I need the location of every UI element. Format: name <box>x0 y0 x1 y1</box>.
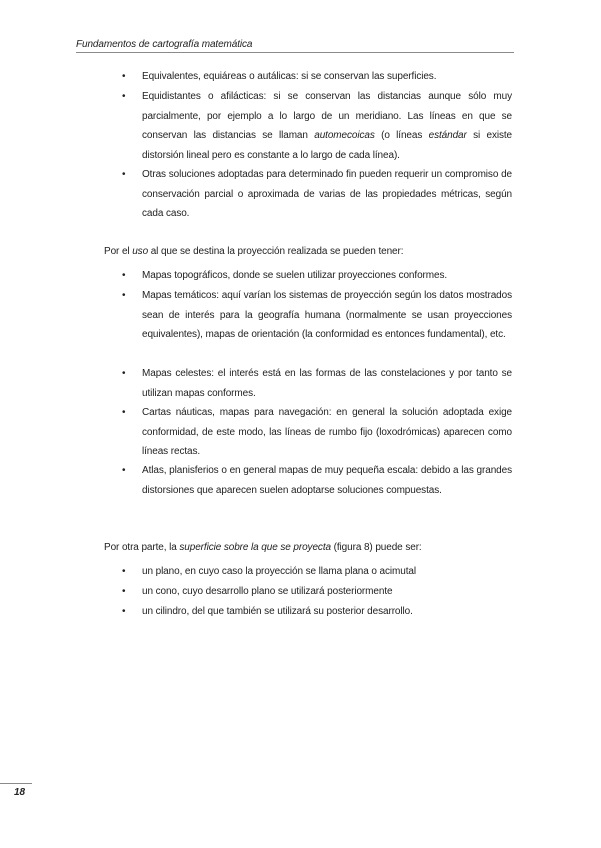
bullet-icon: • <box>122 465 126 476</box>
paragraph-uso <box>104 242 514 262</box>
list-item-text: Mapas topográficos, donde se suelen utilizar proyecciones conformes. <box>142 270 448 281</box>
list-item <box>122 582 512 602</box>
emphasis-superficie: superficie sobre la que se proyecta <box>179 542 331 553</box>
list-item <box>122 364 512 403</box>
bullet-icon: • <box>122 606 126 617</box>
bullet-icon: • <box>122 407 126 418</box>
emphasis-automecoicas: automecoicas <box>314 130 375 141</box>
bullet-icon: • <box>122 368 126 379</box>
list-item-text: Equivalentes, equiáreas o autálicas: si se conservan las superficies. <box>142 71 437 82</box>
running-header: Fundamentos de cartografía matemática <box>76 39 514 53</box>
paragraph-text: Por otra parte, la <box>104 542 180 553</box>
list-item-text: Mapas celestes: el interés está en las formas de las constelaciones y por tanto se utilizan mapas conformes. <box>142 368 512 399</box>
paragraph-text: (figura 8) puede ser: <box>330 542 422 553</box>
bullet-icon: • <box>122 169 126 180</box>
list-item-text: Equidistantes o afilácticas: si se conservan las distancias aunque sólo muy parcialmente, por ejemplo a lo largo de un meridiano. Las líneas en que se conservan las distancias se llaman <box>142 91 512 141</box>
list-item <box>122 87 513 165</box>
list-item <box>122 266 512 286</box>
bullet-icon: • <box>122 586 126 597</box>
bullet-icon: • <box>122 270 126 281</box>
bullet-icon: • <box>122 91 126 102</box>
list-item <box>122 562 512 582</box>
list-item-text: si existe distorsión lineal pero es constante a lo largo de cada línea). <box>142 130 513 161</box>
paragraph-text: al que se destina la proyección realizada se pueden tener: <box>148 246 404 257</box>
emphasis-uso: uso <box>132 246 149 257</box>
paragraph-superficie <box>104 538 514 558</box>
list-item <box>122 286 512 345</box>
page-number: 18 <box>14 787 26 798</box>
list-item <box>122 602 512 622</box>
emphasis-estandar: estándar <box>428 130 467 141</box>
list-item-text: (o líneas <box>374 130 429 141</box>
bullet-icon: • <box>122 290 126 301</box>
paragraph-text: Por el <box>104 246 133 257</box>
list-item-text: un cilindro, del que también se utilizará su posterior desarrollo. <box>142 606 413 617</box>
list-item-text: Mapas temáticos: aquí varían los sistemas de proyección según los datos mostrados sean de interés para la geografía humana (normalmente se usan proyecciones equivalentes), mapas de orientación (la conformidad es entonces fundamental), etc. <box>142 290 512 340</box>
footer-divider <box>0 783 32 784</box>
list-item-text: Otras soluciones adoptadas para determinado fin pueden requerir un compromiso de conservación parcial o aproximada de varias de las propiedades métricas, según cada caso. <box>142 169 512 219</box>
list-item-text: un plano, en cuyo caso la proyección se llama plana o acimutal <box>142 566 416 577</box>
list-item-text: Atlas, planisferios o en general mapas de muy pequeña escala: debido a las grandes distorsiones que aparecen suelen adoptarse soluciones compuestas. <box>142 465 512 496</box>
bullet-icon: • <box>122 71 126 82</box>
list-item-text: un cono, cuyo desarrollo plano se utilizará posteriormente <box>142 586 393 597</box>
list-item <box>122 67 512 87</box>
list-item <box>122 165 512 224</box>
list-item-text: Cartas náuticas, mapas para navegación: en general la solución adoptada exige conformidad, de este modo, las líneas de rumbo fijo (loxodrómicas) aparecen como líneas rectas. <box>142 407 512 457</box>
list-item <box>122 461 512 500</box>
bullet-icon: • <box>122 566 126 577</box>
list-item <box>122 403 512 462</box>
